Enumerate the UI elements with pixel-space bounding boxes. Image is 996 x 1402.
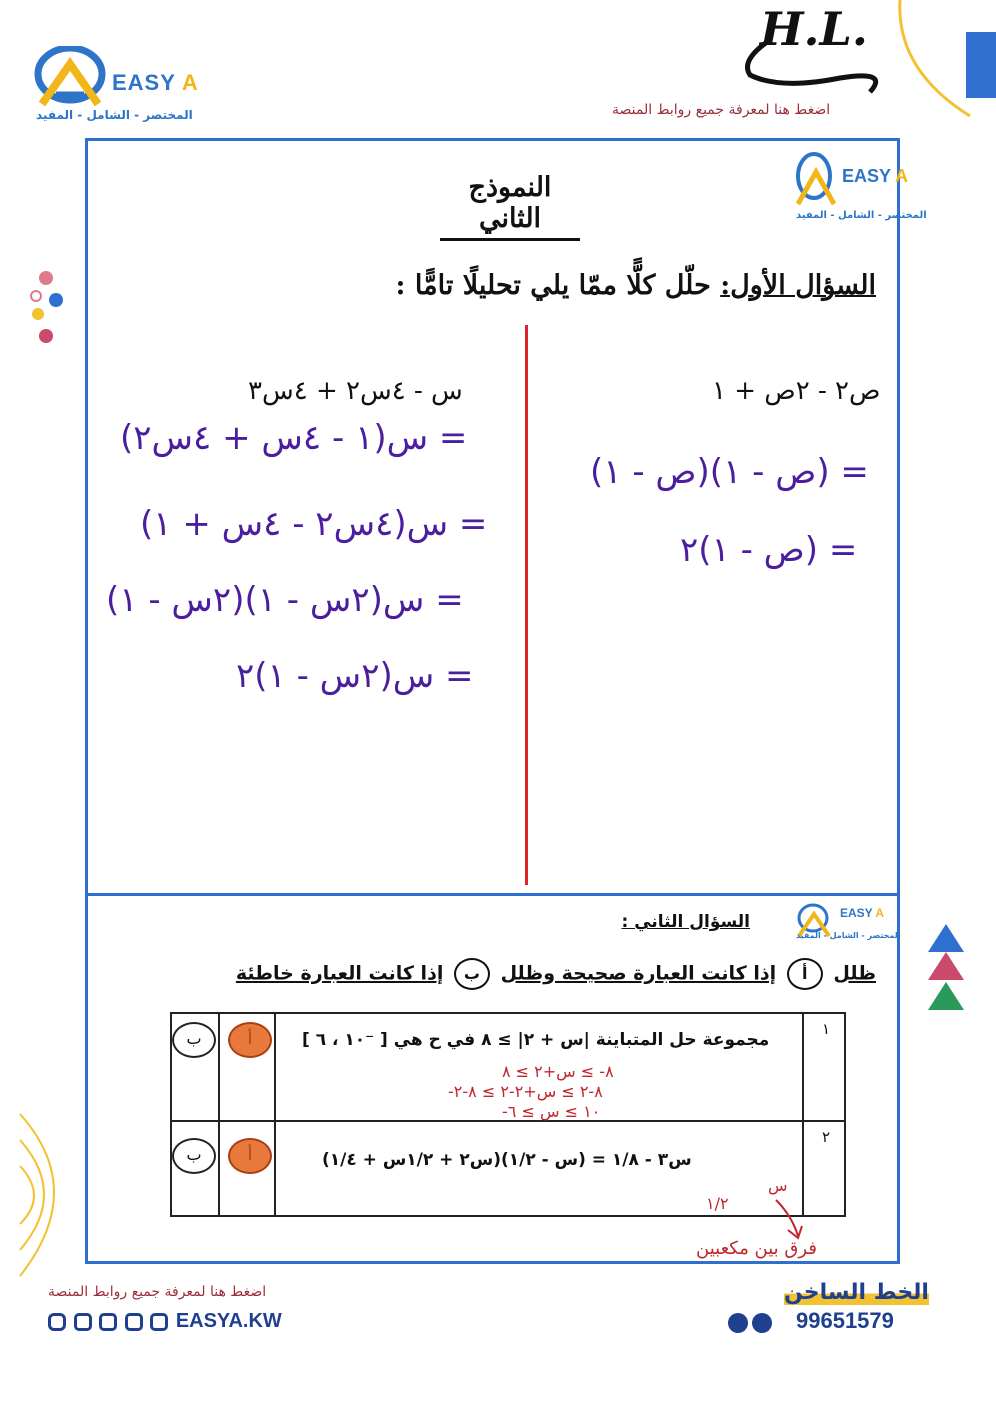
dots-decoration-icon: [28, 268, 68, 358]
left-answer-step: = س(٢س - ١)٢: [236, 656, 474, 696]
question-1-left-expression: س - ٤س٢ + ٤س٣: [248, 376, 463, 406]
question-1-heading: [395, 270, 876, 301]
row-work: -١٠ ≥ س ≥ ٦: [502, 1102, 601, 1121]
section-divider: [85, 893, 900, 896]
easya-logo-icon: [32, 46, 110, 108]
answer-divider-line: [525, 325, 528, 885]
row-choice-b[interactable]: ب: [172, 1138, 216, 1174]
social-links[interactable]: [48, 1310, 282, 1333]
header-tagline: المختصر - الشامل - المفيد: [36, 108, 193, 122]
row-choice-a[interactable]: أ: [228, 1022, 272, 1058]
row-statement: مجموعة حل المتباينة |س + ٢| ≥ ٨ في ح هي [ ⁻١٠ ، ٦ ]: [302, 1030, 770, 1050]
question-1-right-expression: ص٢ - ٢ص + ١: [712, 376, 881, 406]
question-2-tagline: المختصر - الشامل - المفيد: [796, 931, 901, 940]
telegram-icon[interactable]: [150, 1313, 168, 1331]
row-choice-b[interactable]: ب: [172, 1022, 216, 1058]
hotline-number[interactable]: 99651579: [796, 1308, 894, 1333]
true-false-table: [170, 1012, 846, 1217]
question-1-label: السؤال الأول:: [720, 270, 876, 301]
row-work: ١/٢: [706, 1194, 729, 1213]
header-links-link[interactable]: اضغط هنا لمعرفة جميع روابط المنصة: [612, 102, 831, 118]
row-number: ١: [822, 1020, 831, 1038]
question-2-heading: السؤال الثاني :: [621, 912, 750, 932]
signature-underline-icon: [740, 30, 890, 100]
inner-tagline: المختصر - الشامل - المفيد: [796, 210, 927, 221]
question-2-brand: EASY A: [840, 906, 885, 920]
page-title: النموذج الثاني: [440, 172, 580, 241]
header-brand: EASY A: [112, 70, 199, 95]
handwritten-signature: H.L.: [760, 2, 868, 56]
arcs-decoration-icon: [18, 1110, 88, 1280]
snapchat-icon[interactable]: [125, 1313, 143, 1331]
question-2-instruction: ظلل أ إذا كانت العبارة صحيحة وظلل ب إذا كانت العبارة خاطئة: [178, 958, 876, 990]
row-choice-a[interactable]: أ: [228, 1138, 272, 1174]
question-1-instruction: حلّل كلًّا ممّا يلي تحليلًا تامًّا :: [395, 270, 711, 301]
right-answer-step: = (ص - ١)(ص - ١): [590, 452, 869, 492]
left-answer-step: = س(٢س - ١)(٢س - ١): [106, 580, 464, 620]
whatsapp-icon[interactable]: [728, 1312, 748, 1333]
left-answer-step: = س(١ - ٤س + ٤س٢): [120, 418, 468, 458]
inner-brand: EASY A: [842, 166, 909, 186]
phone-icon[interactable]: [752, 1312, 772, 1333]
row-work: س: [768, 1176, 788, 1195]
footer-links-link[interactable]: اضغط هنا لمعرفة جميع روابط المنصة: [48, 1284, 267, 1300]
right-answer-step: = (ص - ١)٢: [680, 530, 858, 570]
easya-logo-icon: [794, 150, 838, 206]
hotline-label: الخط الساخن: [784, 1280, 929, 1305]
social-handle[interactable]: EASYA.KW: [175, 1310, 282, 1332]
tiktok-icon[interactable]: [99, 1313, 117, 1331]
instruction-choice-a: أ: [787, 958, 823, 990]
triangles-decoration-icon: [926, 918, 966, 1018]
row-work: ٨- ≥ س+٢ ≥ ٨: [502, 1062, 614, 1081]
youtube-icon[interactable]: [74, 1313, 92, 1331]
instruction-choice-b: ب: [454, 958, 490, 990]
row-work: -٨-٢ ≥ س+٢-٢ ≥ ٨-٢: [448, 1082, 603, 1101]
instagram-icon[interactable]: [48, 1313, 66, 1331]
row-number: ٢: [822, 1128, 831, 1146]
arrow-icon: [772, 1196, 812, 1242]
left-answer-step: = س(٤س٢ - ٤س + ١): [140, 504, 488, 544]
row-statement: س٣ - ١/٨ = (س - ١/٢)(س٢ + ١/٢س + ١/٤): [322, 1150, 692, 1170]
row-note: فرق بين مكعبين: [696, 1238, 817, 1259]
